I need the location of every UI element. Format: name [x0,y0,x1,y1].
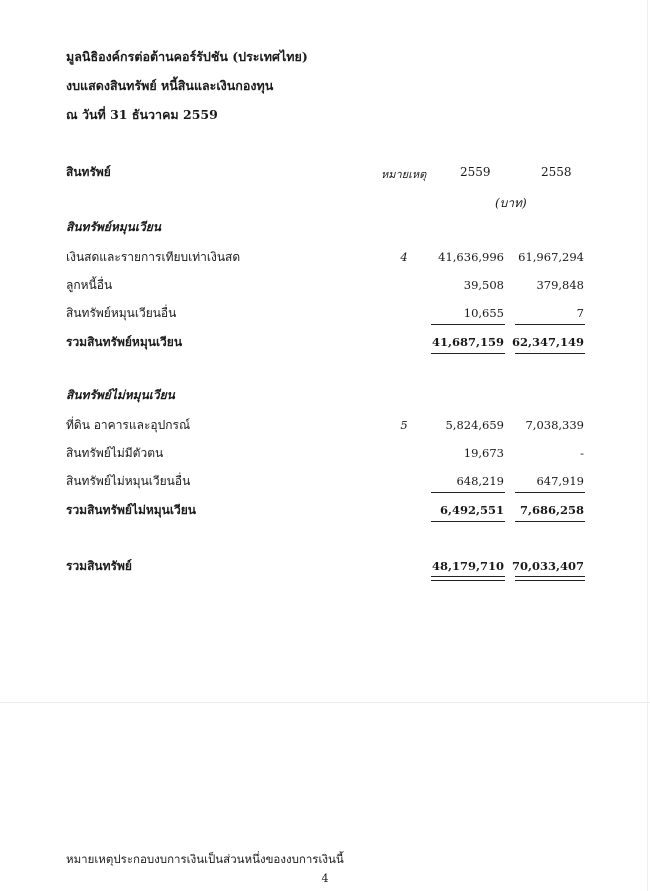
page-right-edge [647,0,648,891]
year-2558-header: 2558 [541,165,572,179]
row-label: สินทรัพย์ไม่หมุนเวียนอื่น [66,474,191,488]
current-assets-total-2558: 62,347,149 [511,335,584,349]
footnote: หมายเหตุประกอบงบการเงินเป็นส่วนหนึ่งของงบการเงินนี้ [66,852,344,866]
total-assets-2558: 70,033,407 [511,559,584,573]
row-value-2558: 647,919 [536,474,584,488]
row-value-2559: 39,508 [463,278,504,292]
total-assets-2559: 48,179,710 [431,559,504,573]
grand-total-double-rule [431,576,505,581]
current-assets-total-2559: 41,687,159 [431,335,504,349]
noncurrent-assets-heading: สินทรัพย์ไม่หมุนเวียน [66,388,175,402]
statement-title: งบแสดงสินทรัพย์ หนี้สินและเงินกองทุน [66,78,274,93]
page-divider [0,702,650,703]
row-value-2558: 7,038,339 [525,418,584,432]
current-assets-heading: สินทรัพย์หมุนเวียน [66,220,161,234]
company-name: มูลนิธิองค์กรต่อต้านคอร์รัปชัน (ประเทศไทย) [66,49,308,64]
total-rule [431,353,505,354]
noncurrent-assets-total-label: รวมสินทรัพย์ไม่หมุนเวียน [66,503,196,517]
assets-title: สินทรัพย์ [66,165,111,179]
row-value-2559: 10,655 [463,306,504,320]
total-assets-label: รวมสินทรัพย์ [66,559,132,573]
grand-total-double-rule [515,576,585,581]
statement-date: ณ วันที่ 31 ธันวาคม 2559 [66,107,218,122]
total-rule [515,521,585,522]
row-note: 5 [400,418,408,432]
subtotal-rule [515,492,585,493]
row-label: สินทรัพย์ไม่มีตัวตน [66,446,164,460]
subtotal-rule [515,324,585,325]
year-2559-header: 2559 [460,165,491,179]
row-note: 4 [400,250,408,264]
row-value-2559: 5,824,659 [445,418,504,432]
noncurrent-assets-total-2559: 6,492,551 [439,503,504,517]
row-value-2558: - [580,446,584,460]
row-label: เงินสดและรายการเทียบเท่าเงินสด [66,250,241,264]
note-column-header: หมายเหตุ [381,168,427,181]
row-label: ลูกหนี้อื่น [66,278,113,292]
row-value-2558: 379,848 [536,278,584,292]
page-number: 4 [321,872,329,885]
row-label: ที่ดิน อาคารและอุปกรณ์ [66,418,191,432]
unit-label: (บาท) [495,196,527,210]
noncurrent-assets-total-2558: 7,686,258 [519,503,584,517]
row-value-2558: 61,967,294 [518,250,584,264]
row-label: สินทรัพย์หมุนเวียนอื่น [66,306,177,320]
row-value-2559: 19,673 [463,446,504,460]
subtotal-rule [431,492,505,493]
row-value-2559: 41,636,996 [438,250,504,264]
total-rule [431,521,505,522]
row-value-2558: 7 [576,306,584,320]
row-value-2559: 648,219 [456,474,504,488]
current-assets-total-label: รวมสินทรัพย์หมุนเวียน [66,335,183,349]
subtotal-rule [431,324,505,325]
total-rule [515,353,585,354]
